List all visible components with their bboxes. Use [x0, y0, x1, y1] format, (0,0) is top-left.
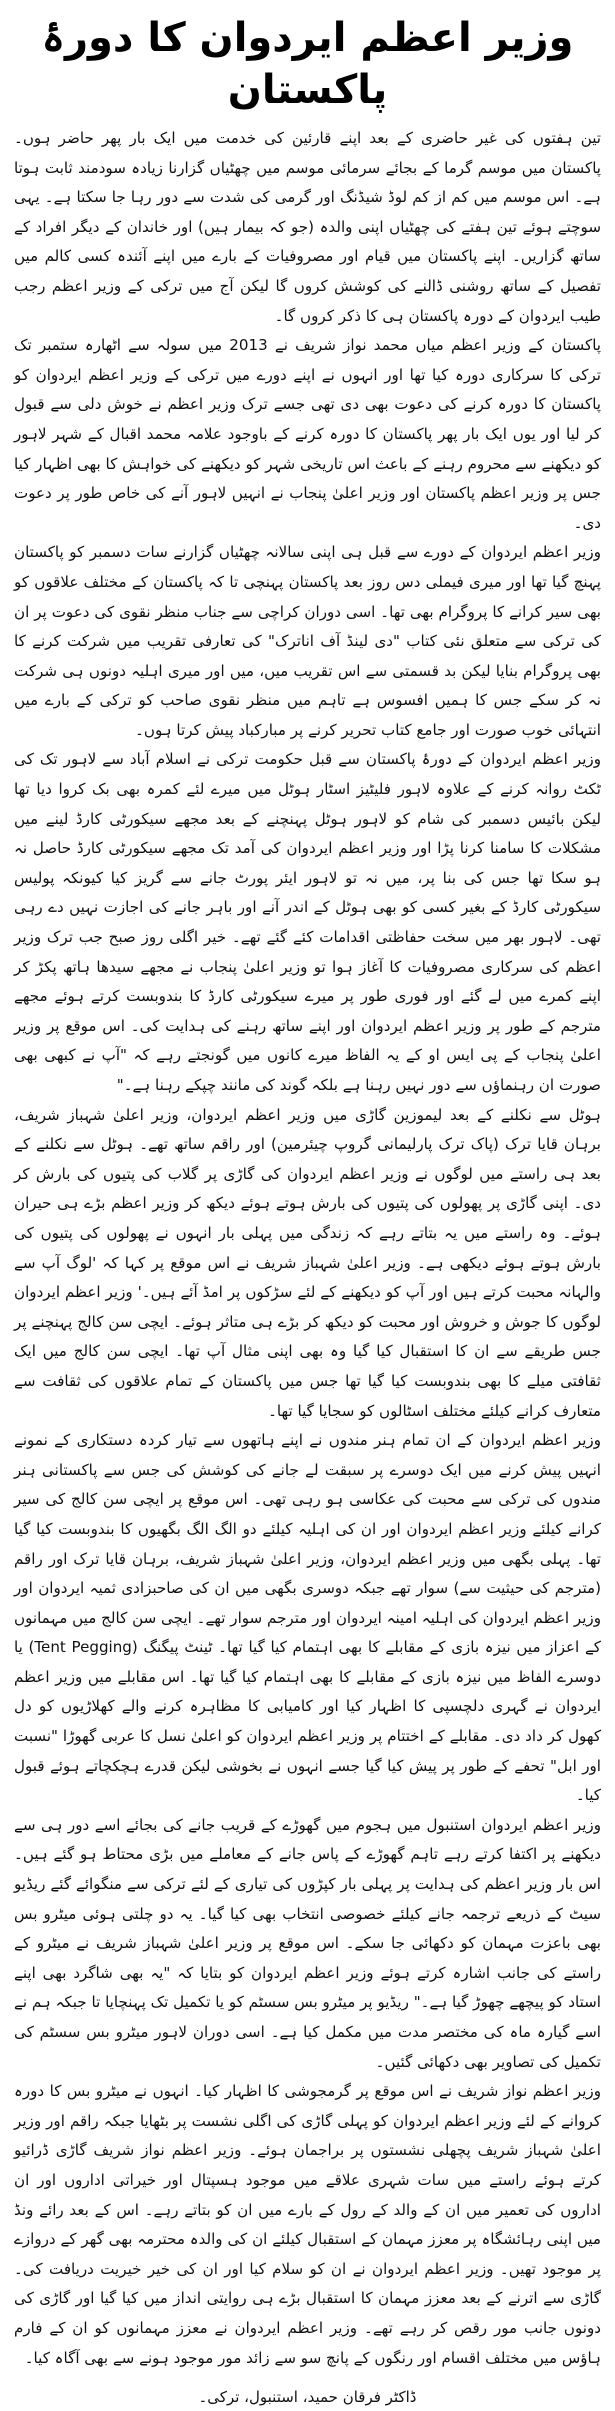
paragraph: وزیر اعظم ایردوان استنبول میں ہجوم میں گھوڑے کے قریب جانے کی بجائے اسے دور ہی سے دیکھنے پر اکتفا کرتے رہے تاہم گھوڑے کے پاس جانے کے معاملے میں بڑی محتاط ہو گئے ہیں۔ اس بار وزیر اعظم کی ہدایت پر پہلی بار کپڑوں کی تیاری کے لئے ترکی سے منگوائے گئے ریڈیو سیٹ کے ذریعے ترجمہ جانے کیلئے خصوصی انتخاب بھی کیا گیا۔ یہ دو چلتی ہوئی میٹرو بس بھی باعزت مہمان کو دکھائی جا سکے۔ اس موقع پر وزیر اعلیٰ شہباز شریف نے میٹرو کے راستے کی جانب اشارہ کرتے ہوئے وزیر اعظم ایردوان کو بتایا کہ "یہ بھی شاگرد بھی اپنے استاد کو پیچھے چھوڑ گیا ہے۔" ریڈیو پر میٹرو بس سسٹم کو یا تکمیل تک پہنچایا تا جبکہ ہم نے اسے گیارہ ماہ کی مختصر مدت میں مکمل کیا ہے۔ اسی دوران لاہور میٹرو بس سسٹم کی تکمیل کی تصاویر بھی دکھائی گئیں۔ — [14, 1815, 601, 2071]
paragraph: وزیر اعظم ایردوان کے دورۂ پاکستان سے قبل حکومت ترکی نے اسلام آباد سے لاہور تک کی ٹکٹ روانہ کرنے کے علاوہ لاہور فلیٹیز اسٹار ہوٹل میں میرے لئے کمرہ بھی بک کروا دیا تھا لیکن بائیس دسمبر کی شام کو لاہور ہوٹل پہنچنے کے بعد مجھے سیکورٹی کارڈ لینے میں مشکلات کا سامنا کرنا پڑا اور وزیر اعظم ایردوان کی آمد تک مجھے سیکورٹی کارڈ حاصل نہ ہو سکا تھا جس کی بنا پر، میں نہ تو لاہور ایئر پورٹ جانے سے گریز کیا کیونکہ پولیس سیکورٹی کارڈ کے بغیر کسی کو بھی ہوٹل کے اندر آنے اور باہر جانے کی اجازت نہیں دے رہی تھی۔ لاہور بھر میں سخت حفاظتی اقدامات کئے گئے تھے۔ خیر اگلی روز صبح جب ترک وزیر اعظم کی سرکاری مصروفیات کا آغاز ہوا تو وزیر اعلیٰ پنجاب نے مجھے سیدھا ہاتھ پکڑ کر اپنے کمرے میں لے گئے اور فوری طور پر میرے سیکورٹی کارڈ کا بندوبست کرتے ہوئے مجھے مترجم کے طور پر وزیر اعظم ایردوان اور اپنے ساتھ رہنے کی ہدایت کی۔ اس موقع پر وزیر اعلیٰ پنجاب کے پی ایس او کے یہ الفاظ میرے کانوں میں گونجتے رہے کہ "آپ نے کبھی بھی صورت ان رہنماؤں سے دور نہیں رہنا ہے بلکہ گوند کی مانند چپکے رہنا ہے۔" — [14, 750, 601, 1094]
paragraph: وزیر اعظم نواز شریف نے اس موقع پر گرمجوشی کا اظہار کیا۔ انہوں نے میٹرو بس کا دورہ کروانے کے لئے وزیر اعظم ایردوان کو پہلی گاڑی کی اگلی نشست پر بٹھایا جبکہ راقم اور وزیر اعلیٰ شہباز شریف پچھلی نشستوں پر براجمان ہوئے۔ وزیر اعظم نواز شریف گاڑی ڈرائیو کرتے ہوئے راستے میں سات شہری علاقے میں موجود ہسپتال اور خیراتی اداروں اور ان اداروں کی تعمیر میں ان کے والد کے رول کے بارے میں ان کو بتاتے رہے۔ اس کے بعد رائے ونڈ میں اپنی رہائشگاہ پر معزز مہمان کے استقبال کیلئے ان کی والدہ محترمہ بھی گھر کے دروازے پر موجود تھیں۔ وزیر اعظم ایردوان نے ان کو سلام کیا اور ان کی خیر خیریت دریافت کی۔ گاڑی سے اترنے کے بعد معزز مہمان کا استقبال بڑے ہی روایتی انداز میں کیا گیا اور گاڑی کی دونوں جانب مور رقص کر رہے تھے۔ وزیر اعظم ایردوان نے معزز مہمانوں کو ان کے فارم ہاؤس میں مختلف اقسام اور رنگوں کے پانچ سو سے زائد مور موجود ہونے سے بھی آگاہ کیا۔ — [14, 2082, 601, 2367]
paragraph: وزیر اعظم ایردوان کے دورے سے قبل ہی اپنی سالانہ چھٹیاں گزارنے سات دسمبر کو پاکستان پہنچ گیا تھا اور میری فیملی دس روز بعد پاکستان پہنچی تا کہ پاکستان کے مختلف علاقوں کو بھی سیر کرانے کا پروگرام بھی تھا۔ اسی دوران کراچی سے جناب منظر نقوی کی دعوت پر ان کی ترکی سے متعلق نئی کتاب "دی لینڈ آف اناترک" کی تعارفی تقریب میں شرکت کرنے کا بھی پروگرام بنایا لیکن بد قسمتی سے اس تقریب میں، میں اور میری اہلیہ دونوں ہی شرکت نہ کر سکے جس کا ہمیں افسوس ہے تاہم میں منظر نقوی صاحب کو ترکی کے بارے میں انتہائی خوب صورت اور جامع کتاب تحریر کرنے پر مبارکباد پیش کرتا ہوں۔ — [14, 543, 601, 739]
paragraph: ہوٹل سے نکلنے کے بعد لیموزین گاڑی میں وزیر اعظم ایردوان، وزیر اعلیٰ شہباز شریف، برہان قایا ترک (پاک ترک پارلیمانی گروپ چیئرمین) اور راقم ساتھ تھے۔ ہوٹل سے نکلنے کے بعد ہی راستے میں لوگوں نے وزیر اعظم ایردوان کی گاڑی پر گلاب کی پتیوں کی بارش کر دی۔ اپنی گاڑی پر پھولوں کی پتیوں کی بارش ہوتے ہوئے دیکھ کر وزیر اعظم بڑے ہی حیران ہوئے۔ وہ راستے میں یہ بتاتے رہے کہ زندگی میں پہلی بار انہوں نے پھولوں کی پتیوں کی بارش ہوتے ہوئے دیکھی ہے۔ وزیر اعلیٰ شہباز شریف نے اس موقع پر کہا کہ 'لوگ آپ سے والہانہ محبت کرتے ہیں اور آپ کو دیکھنے کے لئے سڑکوں پر امڈ آئے ہیں۔' وزیر اعظم ایردوان لوگوں کا جوش و خروش اور محبت کو دیکھ کر بڑے ہی متاثر ہوئے۔ ایچی سن کالج پہنچنے پر جس طریقے سے ان کا استقبال کیا گیا وہ بھی اپنی مثال آپ تھا۔ ایچی سن کالج میں ایک ثقافتی میلے کا بھی بندوبست کیا گیا تھا جس میں پاکستان کے تمام علاقوں کی ثقافت سے متعارف کرانے کیلئے مختلف اسٹالوں کو سجایا گیا تھا۔ — [14, 1105, 601, 1420]
headline: وزیر اعظم ایردوان کا دورۂ پاکستان — [41, 15, 574, 113]
paragraph: تین ہفتوں کی غیر حاضری کے بعد اپنے قارئین کی خدمت میں ایک بار پھر حاضر ہوں۔ پاکستان میں موسم گرما کے بجائے سرمائی موسم میں چھٹیاں گزارنا زیادہ سودمند ثابت ہوتا ہے۔ اس موسم میں کم از کم لوڈ شیڈنگ اور گرمی کی شدت سے دور رہا جا سکتا ہے۔ یہی سوچتے ہوئے تین ہفتے کی چھٹیاں اپنی والدہ (جو کہ بیمار ہیں) اور خاندان کے دیگر افراد کے ساتھ گزاریں۔ اپنے پاکستان میں قیام اور مصروفیات کے بارے میں اپنے آئندہ کسی کالم میں تفصیل کے ساتھ روشنی ڈالنے کی کوشش کروں گا لیکن آج میں ترکی کے وزیر اعظم رجب طیب ایردوان کے دورہ پاکستان ہی کا ذکر کروں گا۔ — [14, 129, 601, 325]
author-byline: ڈاکٹر فرقان حمید، استنبول، ترکی۔ — [198, 2388, 417, 2407]
paragraph: پاکستان کے وزیر اعظم میاں محمد نواز شریف نے 2013 میں سولہ سے اٹھارہ ستمبر تک ترکی کا سرکاری دورہ کیا تھا اور انہوں نے اپنے دورے میں ترکی کے وزیر اعظم ایردوان کو پاکستان کا دورہ کرنے کی دعوت بھی دی تھی جسے ترک وزیر اعظم نے خوش دلی سے قبول کر لیا اور یوں ایک بار پھر پاکستان کا دورہ کرنے کے باوجود علامہ محمد اقبال کے شہر لاہور کو دیکھنے سے محروم رہنے کے باعث اس تاریخی شہر کو دیکھنے کی خواہش کا بھی اظہار کیا جس پر وزیر اعظم پاکستان اور وزیر اعلیٰ پنجاب نے انہیں لاہور آنے کی خاص طور پر دعوت دی۔ — [14, 336, 601, 532]
paragraph: وزیر اعظم ایردوان کے ان تمام ہنر مندوں نے اپنے ہاتھوں سے تیار کردہ دستکاری کے نمونے انہیں پیش کرنے میں ایک دوسرے پر سبقت لے جانے کی کوشش کی جس سے پاکستانی ہنر مندوں کی ترکی سے محبت کی عکاسی ہو رہی تھی۔ اس موقع پر ایچی سن کالج کی سیر کرانے کیلئے وزیر اعظم ایردوان اور ان کی اہلیہ کیلئے دو الگ الگ بگھیوں کا بندوبست کیا گیا تھا۔ پہلی بگھی میں وزیر اعظم ایردوان، وزیر اعلیٰ شہباز شریف، برہان قایا ترک اور راقم (مترجم کی حیثیت سے) سوار تھے جبکہ دوسری بگھی میں ان کی صاحبزادی ثمیہ ایردوان اور وزیر اعظم ایردوان کی اہلیہ امینہ ایردوان اور مترجم سوار تھے۔ ایچی سن کالج میں مہمانوں کے اعزاز میں نیزہ بازی کے مقابلے کا بھی اہتمام کیا گیا تھا۔ ٹینٹ پیگنگ (Tent Pegging) یا دوسرے الفاظ میں نیزہ بازی کے مقابلے کا بھی اہتمام کیا گیا تھا۔ اس مقابلے میں وزیر اعظم ایردوان نے گہری دلچسپی کا اظہار کیا اور کامیابی کا مظاہرہ کرنے والے کھلاڑیوں کو دل کھول کر داد دی۔ مقابلے کے اختتام پر وزیر اعظم ایردوان کو اعلیٰ نسل کا عربی گھوڑا "نسبت اور ابل" تحفے کے طور پر پیش کیا گیا جسے انہوں نے بخوشی لیکن قدرے ہچکچاتے ہوئے قبول کیا۔ — [14, 1431, 601, 1805]
article-body — [14, 124, 601, 2373]
